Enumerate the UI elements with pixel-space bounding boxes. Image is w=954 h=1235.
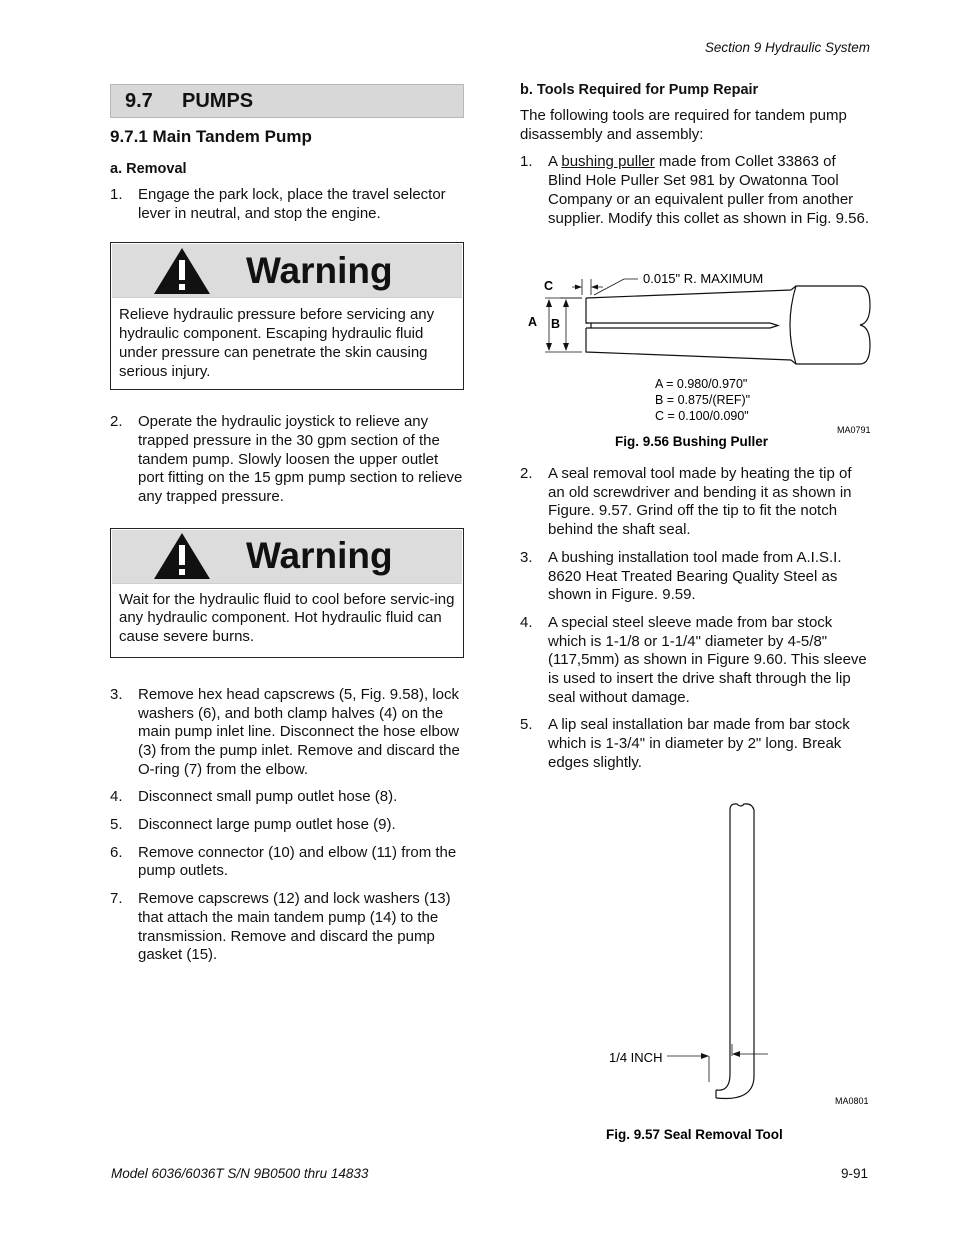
page-number: 9-91 [840, 1166, 868, 1181]
dimension-a: A = 0.980/0.970" [655, 377, 748, 391]
removal-steps-3 [110, 686, 464, 965]
warning-header [112, 244, 462, 298]
page-header: Section 9 Hydraulic System [704, 40, 870, 55]
right-column [520, 82, 872, 228]
warning-box-heat [110, 528, 464, 658]
list-item: 7. Remove capscrews (12) and lock washers (13) that attach the main tandem pump (14) to the transmission. Remove and discard the pump gasket (15). [110, 890, 451, 964]
tools-list-1 [520, 153, 872, 228]
tools-title: b. Tools Required for Pump Repair [520, 82, 759, 98]
removal-steps-2 [110, 413, 464, 507]
radius-note: 0.015" R. MAXIMUM [643, 271, 764, 286]
warning-box-pressure [110, 242, 464, 390]
list-item: 1. Engage the park lock, place the travel selector lever in neutral, and stop the engine. [110, 186, 446, 222]
figure-code: MA0801 [835, 1096, 869, 1106]
list-item: 3. Remove hex head capscrews (5, Fig. 9.58), lock washers (6), and both clamp halves (4) on the main pump inlet line. Disconnect the hose elbow (3) from the pump inlet. Remove and discard the O-ring (7) from the elbow. [110, 685, 460, 778]
list-item: 2. A seal removal tool made by heating the tip of an old screwdriver and bending it as shown in Figure. 9.57. Grind off the tip to fit the notch behind the shaft seal. [520, 465, 852, 539]
dimension-quarter-inch: 1/4 INCH [609, 1050, 663, 1065]
list-item: 2. Operate the hydraulic joystick to relieve any trapped pressure in the 30 gpm section of the tandem pump. Slowly loosen the upper outlet port fitting on the 15 gpm pump section to relieve any trapped pressure. [110, 413, 463, 506]
section-number: 9.7 [125, 89, 153, 112]
warning-word: Warning [246, 249, 393, 291]
warning-text: Wait for the hydraulic fluid to cool before servic-ing any hydraulic component. Hot hydraulic fluid can cause severe burns. [119, 590, 455, 646]
label-b: B [551, 317, 561, 331]
section-heading [110, 84, 464, 118]
list-item: 3. A bushing installation tool made from A.I.S.I. 8620 Heat Treated Bearing Quality Steel as shown in Figure. 9.59. [520, 548, 842, 604]
list-item: 5. Disconnect large pump outlet hose (9). [110, 816, 396, 834]
left-column [110, 84, 464, 965]
list-item: 6. Remove connector (10) and elbow (11) from the pump outlets. [110, 843, 457, 880]
warning-word: Warning [246, 535, 393, 577]
figure-code: MA0791 [837, 425, 871, 435]
warning-text: Relieve hydraulic pressure before servicing any hydraulic component. Escaping hydraulic fluid under pressure can penetrate the skin causing serious injury. [119, 306, 435, 380]
tools-list-continued [520, 465, 872, 773]
figure-caption: Fig. 9.56 Bushing Puller [615, 434, 769, 449]
removal-title: a. Removal [110, 161, 187, 177]
figure-bushing-puller [520, 265, 874, 465]
list-item: 5. A lip seal installation bar made from bar stock which is 1-3/4" in diameter by 2" long. Break edges slightly. [520, 716, 850, 771]
tools-intro: The following tools are required for tandem pump disassembly and assembly: [520, 107, 847, 143]
list-item: 1. A bushing puller made from Collet 33863 of Blind Hole Puller Set 981 by Owatonna Tool Company or an equivalent puller from another supplier. Modify this collet as shown in Fig. 9.56. [520, 153, 869, 227]
removal-steps-1 [110, 186, 464, 223]
dimension-b: B = 0.875/(REF)" [655, 393, 751, 407]
bushing-puller-term: bushing puller [561, 153, 655, 171]
footer-model: Model 6036/6036T S/N 9B0500 thru 14833 [111, 1166, 369, 1181]
list-item: 4. A special steel sleeve made from bar stock which is 1-1/8 or 1-1/4" diameter by 4-5/8" (117,5mm) as shown in Figure 9.60. This sleeve is used to insert the drive shaft through the lip seal without damage. [520, 613, 867, 706]
figure-seal-removal-tool [590, 798, 880, 1148]
figure-caption: Fig. 9.57 Seal Removal Tool [606, 1127, 783, 1142]
label-c: C [544, 279, 554, 293]
warning-header [112, 530, 462, 584]
tools-list-2 [520, 465, 872, 773]
dimension-c: C = 0.100/0.090" [655, 409, 749, 423]
section-title: PUMPS [182, 89, 254, 112]
list-item: 4. Disconnect small pump outlet hose (8). [110, 788, 398, 806]
warning-triangle-icon [152, 246, 212, 296]
label-a: A [528, 315, 538, 329]
warning-triangle-icon [152, 531, 212, 581]
subsection-title: 9.7.1 Main Tandem Pump [110, 127, 312, 146]
